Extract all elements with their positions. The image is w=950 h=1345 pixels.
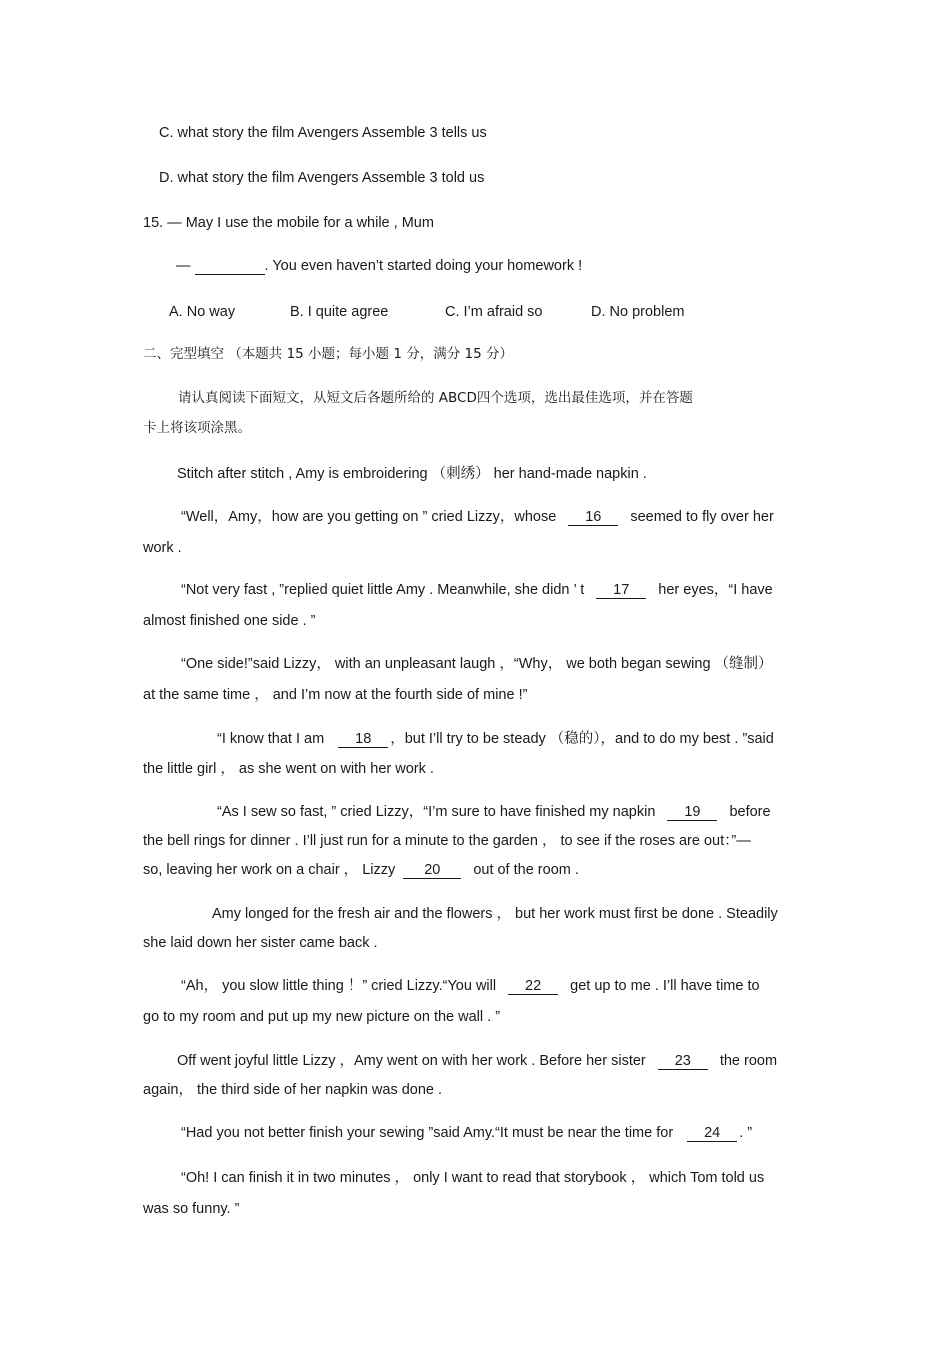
passage-line: again， the third side of her napkin was done . xyxy=(143,1082,443,1098)
passage-text: “Had you not better finish your sewing ”said Amy.“It must be near the time for xyxy=(181,1125,674,1141)
passage-line: “Oh! I can finish it in two minutes ， only I want to read that storybook ， which Tom told us xyxy=(181,1170,765,1186)
passage-line xyxy=(217,730,774,748)
blank-20: 20 xyxy=(403,862,461,879)
passage-line: the little girl ， as she went on with her work . xyxy=(143,761,434,777)
passage-line xyxy=(181,1124,752,1142)
section-heading: 二、完型填空 （本题共 15 小题；每小题 1 分，满分 15 分） xyxy=(143,346,513,362)
section-instruction-line1: 请认真阅读下面短文，从短文后各题所给的 ABCD四个选项，选出最佳选项，并在答题 xyxy=(178,390,693,406)
passage-line: go to my room and put up my new picture on the wall . ” xyxy=(143,1009,501,1025)
passage-line xyxy=(181,581,773,599)
passage-text: seemed to fly over her xyxy=(630,509,774,525)
blank-16: 16 xyxy=(568,509,618,526)
passage-line: at the same time ， and I’m now at the fourth side of mine !” xyxy=(143,687,528,703)
passage-text: so, leaving her work on a chair ， Lizzy xyxy=(143,862,396,878)
q15-option-b: B. I quite agree xyxy=(290,304,389,320)
passage-line xyxy=(181,977,760,995)
blank-23: 23 xyxy=(658,1053,708,1070)
passage-text: out of the room . xyxy=(473,862,579,878)
passage-line: the bell rings for dinner . I’ll just run for a minute to the garden ， to see if the roses are out：”— xyxy=(143,833,751,849)
q15-option-a: A. No way xyxy=(169,304,236,320)
passage-text: “As I sew so fast, ” cried Lizzy，“I’m sure to have finished my napkin xyxy=(217,804,656,820)
passage-line xyxy=(217,803,771,821)
passage-text: the room xyxy=(719,1053,778,1069)
passage-line: was so funny. ” xyxy=(143,1201,240,1217)
passage-line xyxy=(181,508,774,526)
passage-text: “Not very fast , ”replied quiet little Amy . Meanwhile, she didn ’ t xyxy=(181,582,585,598)
blank-18: 18 xyxy=(338,731,388,748)
q14-option-d: D. what story the film Avengers Assemble 3 told us xyxy=(159,170,485,186)
q14-option-c: C. what story the film Avengers Assemble 3 tells us xyxy=(159,125,487,141)
passage-line: Stitch after stitch , Amy is embroidering （刺绣） her hand-made napkin . xyxy=(177,466,647,482)
passage-text: . ” xyxy=(739,1125,753,1141)
passage-line: work . xyxy=(143,540,182,556)
q15-reply xyxy=(176,257,582,275)
q15-answer-blank xyxy=(195,258,265,275)
passage-line: almost finished one side . ” xyxy=(143,613,316,629)
passage-text: “Ah， you slow little thing ！” cried Lizzy.“You will xyxy=(181,978,497,994)
q15-option-c: C. I’m afraid so xyxy=(445,304,543,320)
passage-line xyxy=(143,861,579,879)
q15-option-d: D. No problem xyxy=(591,304,685,320)
blank-24: 24 xyxy=(687,1125,737,1142)
q15-reply-prefix: — xyxy=(176,258,195,274)
passage-text: her eyes，“I have xyxy=(658,582,773,598)
passage-text: ，but I’ll try to be steady （稳的），and to do my best . ”said xyxy=(390,731,774,747)
passage-line: she laid down her sister came back . xyxy=(143,935,378,951)
passage-text: Off went joyful little Lizzy ，Amy went on with her work . Before her sister xyxy=(177,1053,646,1069)
q15-reply-suffix: . You even haven’t started doing your homework ! xyxy=(264,258,583,274)
q15-question: 15. — May I use the mobile for a while , Mum xyxy=(143,215,434,231)
passage-line xyxy=(177,1052,777,1070)
passage-line: “One side!”said Lizzy， with an unpleasant laugh ，“Why， we both began sewing （缝制） xyxy=(181,656,773,672)
blank-17: 17 xyxy=(596,582,646,599)
passage-text: “Well，Amy，how are you getting on ” cried Lizzy，whose xyxy=(181,509,557,525)
passage-text: “I know that I am xyxy=(217,731,325,747)
passage-text: before xyxy=(729,804,771,820)
blank-22: 22 xyxy=(508,978,558,995)
section-instruction-line2: 卡上将该项涂黑。 xyxy=(143,420,251,436)
blank-19: 19 xyxy=(667,804,717,821)
passage-text: get up to me . I’ll have time to xyxy=(570,978,760,994)
passage-line: Amy longed for the fresh air and the flowers ， but her work must first be done . Steadily xyxy=(212,906,778,922)
